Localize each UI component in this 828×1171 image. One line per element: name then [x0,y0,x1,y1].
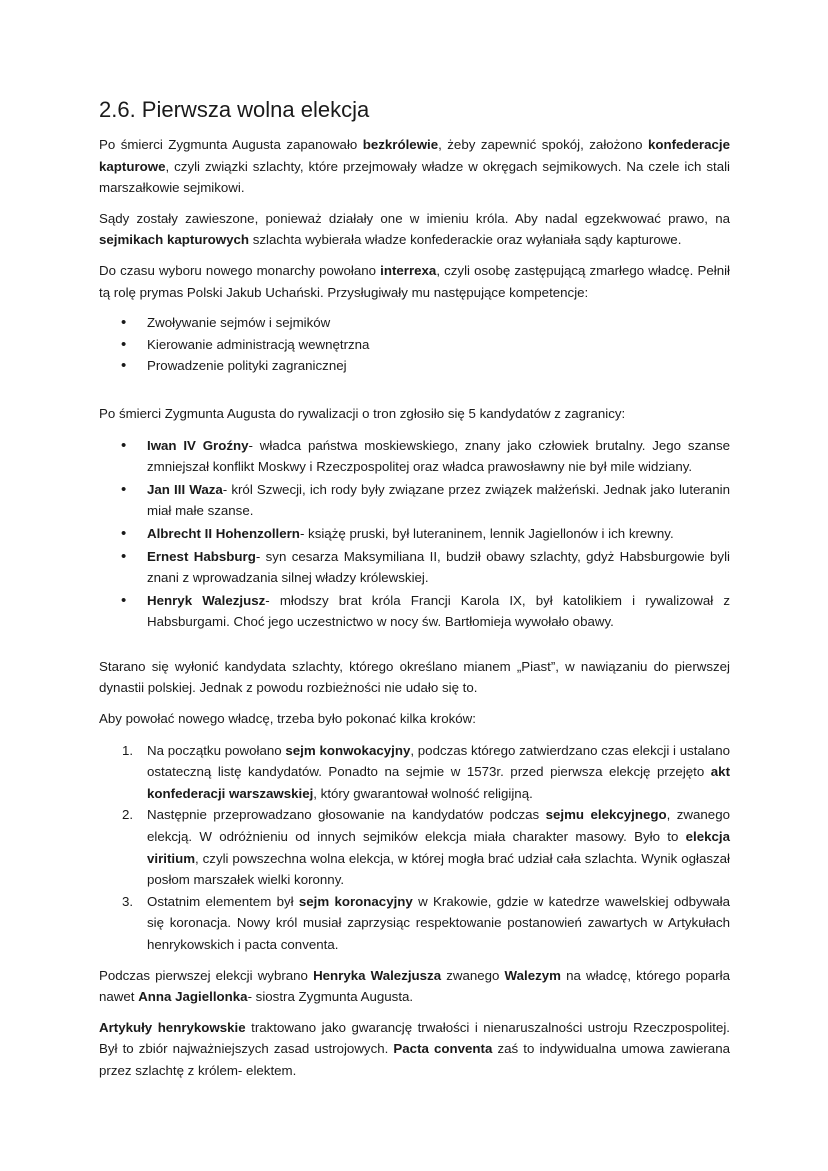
candidate-name: Albrecht II Hohenzollern [147,525,300,541]
step-number: 1. [122,742,134,758]
bold-term: Anna Jagiellonka [138,989,248,1005]
bold-term: bezkrólewie [362,137,439,152]
candidate-name: Ernest Habsburg [147,548,256,564]
text: w Krakowie, gdzie w katedrze wawelskiej odbywała się koronacja. Nowy król musiał zaprzysiąc respektowanie postanowień zawartych w Artykułach henrykowskich i pacta conventa. [147,893,731,952]
competences-list [99,312,730,377]
bold-term: elekcja viritium [147,829,730,866]
bold-term: sejm konwokacyjny [285,742,411,758]
bold-term: akt konfederacji warszawskiej [147,764,730,801]
step-number: 3. [122,893,134,909]
text: , czyli osobę zastępującą zmarłego władcę. Pełnił tą rolę prymas Polski Jakub Uchański. Przysługiwały mu następujące kompetencje: [99,262,731,300]
bold-term: Walezym [504,967,561,983]
section-heading: 2.6. Pierwsza wolna elekcja [99,97,370,122]
steps-list [99,740,730,956]
bold-term: interrexa [380,262,437,278]
text: szlachta wybierała władze konfederackie oraz wyłaniała sądy kapturowe. [249,232,682,248]
candidate-desc: - młodszy brat króla Francji Karola IX, był katolikiem i rywalizował z Habsburgami. Choć jego uczestnictwo w nocy św. Bartłomieja wywołało obawy. [147,592,730,630]
paragraph-interrex [99,260,730,303]
text: zwanego [441,967,505,983]
bold-term: sejmikach kapturowych [99,232,250,248]
paragraph-candidates-intro: Po śmierci Zygmunta Augusta do rywalizacji o tron zgłosiło się 5 kandydatów z zagranicy: [99,405,626,421]
text: na władcę, którego poparła nawet [99,967,730,1005]
paragraph-courts [99,208,730,251]
text: - siostra Zygmunta Augusta. [247,989,414,1005]
list-item: • Kierowanie administracją wewnętrzna [99,334,730,356]
text: , podczas którego zatwierdzano czas elekcji i ustalano ostateczną listę kandydatów. Ponadto na sejmie w 1573r. przed pierwsza elekcję przejęto [147,742,730,780]
text: Na początku powołano [147,742,286,758]
bold-term: konfederacje kapturowe [99,137,730,174]
text: Sądy zostały zawieszone, ponieważ działały one w imieniu króla. Aby nadal egzekwować prawo, na [99,210,730,226]
list-item [99,804,730,890]
paragraph-steps-intro: Aby powołać nowego władcę, trzeba było pokonać kilka kroków: [99,711,476,727]
document-page [99,96,730,1091]
candidate-name: Henryk Walezjusz [147,592,266,608]
list-item [99,740,730,805]
list-item [99,435,730,478]
text: , który gwarantował wolność religijną. [313,785,533,801]
text: Podczas pierwszej elekcji wybrano [99,967,314,983]
bold-term: sejmu elekcyjnego [545,807,667,823]
list-item: • Prowadzenie polityki zagranicznej [99,355,730,377]
step-number: 2. [122,807,134,823]
candidate-desc: - książę pruski, był luteraninem, lennik Jagiellonów i ich krewny. [299,525,674,541]
text: Do czasu wyboru nowego monarchy powołano [99,262,381,278]
candidate-desc: - syn cesarza Maksymiliana II, budził obawy szlachty, gdyż Habsburgowie byli znani z wprowadzania silnej władzy królewskiej. [147,548,730,586]
list-item [99,523,730,545]
text: zaś to indywidualna umowa zawierana przez szlachtę z królem- elektem. [99,1041,730,1078]
list-item [99,546,730,589]
text: Ostatnim elementem był [147,893,299,909]
bold-term: sejm koronacyjny [298,893,413,909]
paragraph-election-result [99,965,730,1008]
text: traktowano jako gwarancję trwałości i nienaruszalności ustroju Rzeczpospolitej. Był to zbiór najważniejszych zasad ustrojowych. [99,1019,730,1057]
list-item [99,891,730,956]
list-item [99,479,730,522]
list-item [99,590,730,633]
list-item: • Zwoływanie sejmów i sejmików [99,312,730,334]
candidates-list [99,435,730,633]
candidate-name: Iwan IV Groźny [147,437,249,453]
paragraph-interregnum [99,134,730,199]
text: , zwanego elekcją. W odróżnieniu od innych sejmików elekcja miała charakter masowy. Było to [147,807,730,845]
bold-term: Pacta conventa [393,1041,493,1057]
text: Po śmierci Zygmunta Augusta zapanowało [99,137,363,152]
text: , czyli powszechna wolna elekcja, w której mogła brać udział cała szlachta. Wynik ogłaszał posłom marszałek wielki koronny. [147,850,730,888]
candidate-name: Jan III Waza [147,481,223,497]
paragraph-articles [99,1017,730,1082]
text: Następnie przeprowadzano głosowanie na kandydatów podczas [147,807,546,823]
text: , czyli związki szlachty, które przejmowały władze w okręgach sejmikowych. Na czele ich stali marszałkowie sejmikowi. [99,158,730,196]
bold-term: Artykuły henrykowskie [99,1019,246,1035]
text: , żeby zapewnić spokój, założono [438,137,648,152]
candidate-desc: - władca państwa moskiewskiego, znany jako człowiek brutalny. Jego szanse zmniejszał konflikt Moskwy i Rzeczpospolitej oraz władca prawosławny nie był mile widziany. [147,437,731,475]
candidate-desc: - król Szwecji, ich rody były związane przez związek małżeński. Jednak jako luteranin miał małe szanse. [147,481,730,519]
paragraph-piast: Starano się wyłonić kandydata szlachty, którego określano mianem „Piast”, w nawiązaniu do pierwszej dynastii polskiej. Jednak z powodu rozbieżności nie udało się to. [99,658,730,696]
bold-term: Henryka Walezjusza [313,967,442,983]
